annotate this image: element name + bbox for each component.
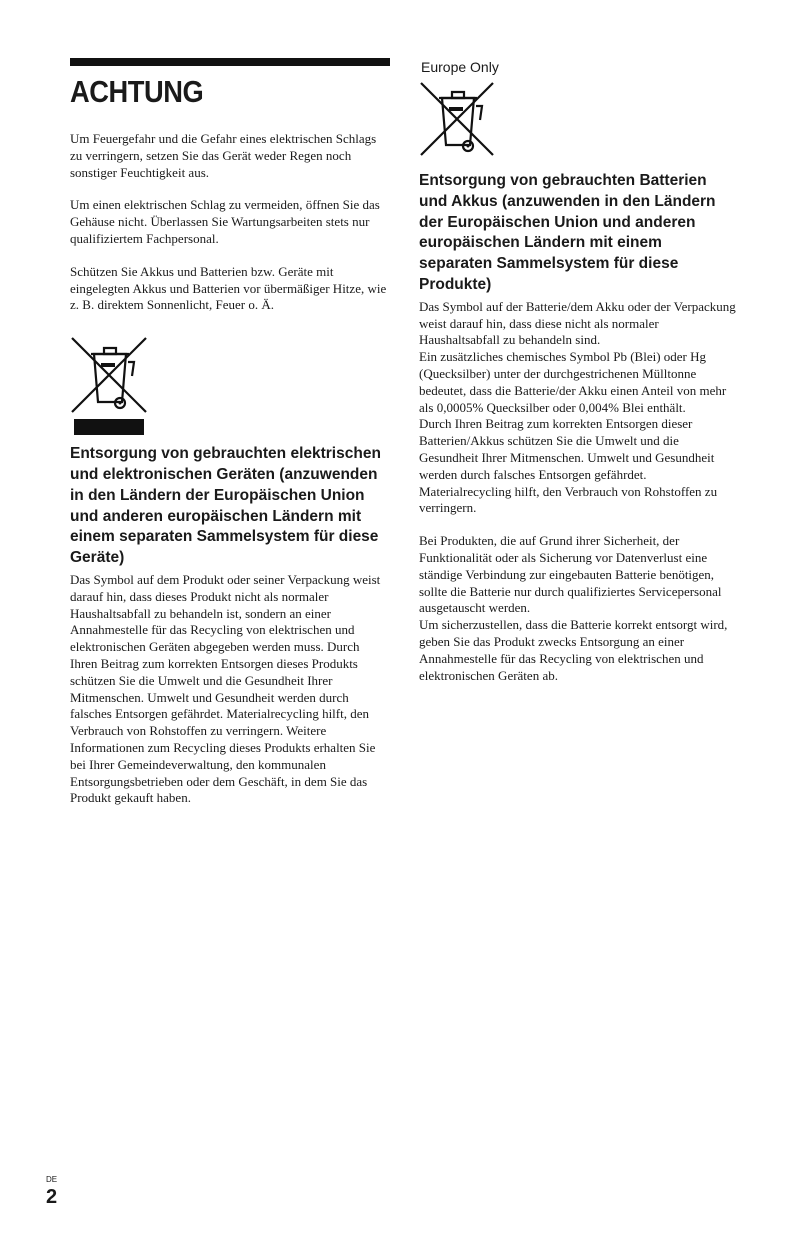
warning-paragraph-2: Um einen elektrischen Schlag zu vermeiden, öffnen Sie das Gehäuse nicht. Überlassen Sie Wartungsarbeiten stets nur qualifiziertem Fachpersonal. [70,197,380,246]
battery-body-chemical: Ein zusätzliches chemisches Symbol Pb (Blei) oder Hg (Quecksilber) unter der durchgestrichenen Mülltonne bedeutet, dass die Batterie/der Akku einen Anteil von mehr als 0,0005% Quecksilber oder 0,004% Blei enthält. [419,349,727,415]
right-column [419,58,739,684]
crossed-out-wheelie-bin-icon [419,81,497,161]
black-bar-marker [74,419,144,435]
warning-paragraph-1: Um Feuergefahr und die Gefahr eines elektrischen Schlags zu verringern, setzen Sie das Gerät weder Regen noch sonstiger Feuchtigkeit aus. [70,131,377,180]
page-number: 2 [46,1186,58,1208]
battery-body-symbol: Das Symbol auf der Batterie/dem Akku oder der Verpackung weist darauf hin, dass diese nicht als normaler Haushaltsabfall zu behandeln sind. [419,298,736,348]
crossed-out-wheelie-bin-icon [70,336,150,418]
page-title: ACHTUNG [70,74,204,109]
europe-only-label: Europe Only [421,59,499,75]
weee-section-body: Das Symbol auf dem Produkt oder seiner Verpackung weist darauf hin, dass dieses Produkt nicht als normaler Haushaltsabfall zu behandeln ist, sondern an einer Annahmestelle für das Recycling von elektrischen und elektronischen Geräten abgegeben werden muss. Durch Ihren Beitrag zum korrekten Entsorgen dieses Produkts schützen Sie die Umwelt und die Gesundheit Ihrer Mitmenschen. Umwelt und Gesundheit werden durch falsches Entsorgen gefährdet. Materialrecycling hilft, den Verbrauch von Rohstoffen zu verringern. Weitere Informationen zum Recycling dieses Produkts erhalten Sie bei Ihrer Gemeindeverwaltung, den kommunalen Entsorgungsbetrieben oder dem Geschäft, in dem Sie das Produkt gekauft haben. [70,571,381,806]
battery-body-replacement: Bei Produkten, die auf Grund ihrer Sicherheit, der Funktionalität oder als Sicherung vor Datenverlust eine ständige Verbindung zur eingebauten Batterie benötigen, sollte die Batterie nur durch qualifiziertes Servicepersonal ausgetauscht werden. [419,533,722,616]
page-footer [46,1175,57,1209]
title-rule [70,58,390,66]
warning-paragraph-3: Schützen Sie Akkus und Batterien bzw. Geräte mit eingelegten Akkus und Batterien vor übermäßiger Hitze, wie z. B. direktem Sonnenlicht, Feuer o. Ä. [70,263,387,313]
battery-body-environment: Durch Ihren Beitrag zum korrekten Entsorgen dieser Batterien/Akkus schützen Sie die Umwelt und die Gesundheit Ihrer Mitmenschen. Umwelt und Gesundheit werden durch falsches Entsorgen gefährdet. Materialrecycling hilft, den Verbrauch von Rohstoffen zu verringern. [419,416,718,516]
left-column [70,58,390,807]
battery-body-disposal: Um sicherzustellen, dass die Batterie korrekt entsorgt wird, geben Sie das Produkt zwecks Entsorgung an einer Annahmestelle für das Recycling von elektrischen und elektronischen Geräten ab. [419,617,728,683]
language-code: DE [46,1175,58,1184]
weee-section-heading: Entsorgung von gebrauchten elektrischen und elektronischen Geräten (anzuwenden in den Ländern der Europäischen Union und anderen europäischen Ländern mit einem separaten Sammelsystem für diese Geräte) [70,445,381,567]
battery-section-heading: Entsorgung von gebrauchten Batterien und Akkus (anzuwenden in den Ländern der Europäischen Union und anderen europäischen Ländern mit einem separaten Sammelsystem für diese Produkte) [419,172,716,293]
